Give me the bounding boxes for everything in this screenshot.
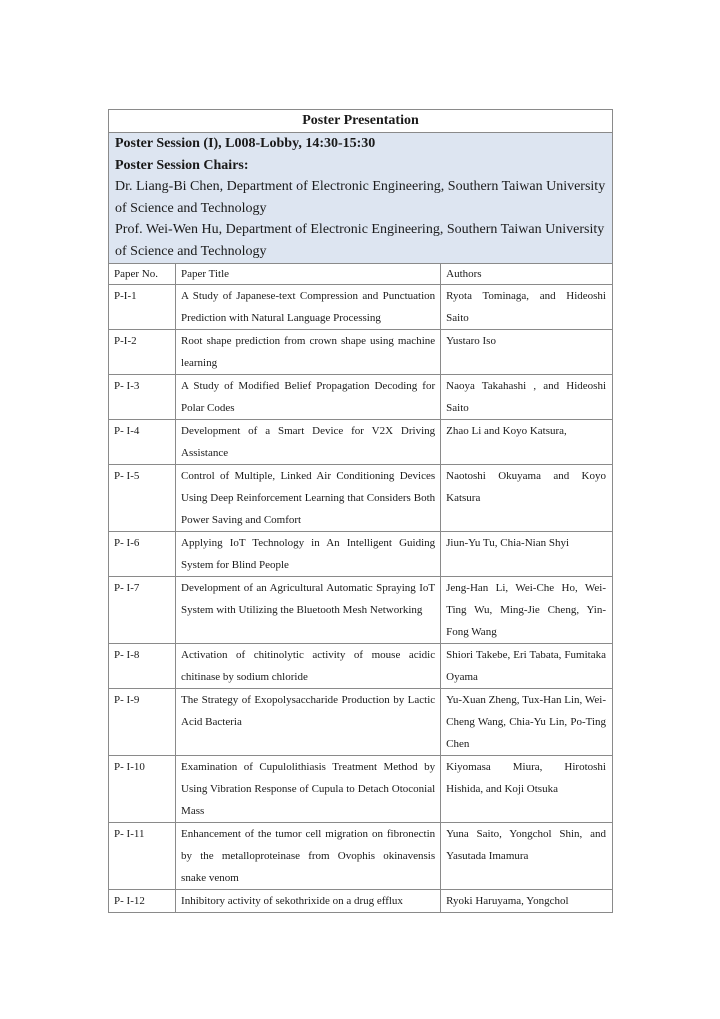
paper-title: Activation of chitinolytic activity of mouse acidic chitinase by sodium chloride (176, 643, 441, 688)
table-row (109, 822, 613, 889)
paper-title: A Study of Japanese-text Compression and Punctuation Prediction with Natural Language Processing (176, 284, 441, 329)
paper-authors: Shiori Takebe, Eri Tabata, Fumitaka Oyama (441, 643, 613, 688)
paper-no: P-I-1 (109, 284, 176, 329)
paper-no: P- I-12 (109, 889, 176, 912)
paper-authors: Jeng-Han Li, Wei-Che Ho, Wei-Ting Wu, Ming-Jie Cheng, Yin-Fong Wang (441, 576, 613, 643)
paper-authors: Ryota Tominaga, and Hideoshi Saito (441, 284, 613, 329)
title-row (109, 110, 613, 133)
paper-no: P- I-5 (109, 464, 176, 531)
paper-authors: Ryoki Haruyama, Yongchol (441, 889, 613, 912)
paper-authors: Zhao Li and Koyo Katsura, (441, 419, 613, 464)
header-authors: Authors (441, 263, 613, 284)
paper-no: P- I-7 (109, 576, 176, 643)
paper-no: P- I-11 (109, 822, 176, 889)
poster-schedule-table (108, 109, 613, 913)
paper-no: P-I-2 (109, 329, 176, 374)
schedule-body (109, 110, 613, 913)
table-row (109, 329, 613, 374)
table-row (109, 889, 613, 912)
table-row (109, 464, 613, 531)
paper-no: P- I-8 (109, 643, 176, 688)
paper-authors: Yuna Saito, Yongchol Shin, and Yasutada Imamura (441, 822, 613, 889)
table-row (109, 531, 613, 576)
session-info (109, 133, 613, 264)
paper-authors: Yustaro Iso (441, 329, 613, 374)
column-header-row (109, 263, 613, 284)
paper-title: Control of Multiple, Linked Air Conditioning Devices Using Deep Reinforcement Learning that Considers Both Power Saving and Comfort (176, 464, 441, 531)
paper-no: P- I-9 (109, 688, 176, 755)
table-row (109, 688, 613, 755)
paper-authors: Naoya Takahashi , and Hideoshi Saito (441, 374, 613, 419)
document-title: Poster Presentation (109, 110, 613, 133)
table-row (109, 284, 613, 329)
table-row (109, 374, 613, 419)
chair-2: Prof. Wei-Wen Hu, Department of Electronic Engineering, Southern Taiwan University of Science and Technology (115, 222, 605, 259)
paper-no: P- I-6 (109, 531, 176, 576)
paper-no: P- I-10 (109, 755, 176, 822)
paper-authors: Yu-Xuan Zheng, Tux-Han Lin, Wei-Cheng Wang, Chia-Yu Lin, Po-Ting Chen (441, 688, 613, 755)
paper-title: Inhibitory activity of sekothrixide on a drug efflux (176, 889, 441, 912)
paper-title: A Study of Modified Belief Propagation Decoding for Polar Codes (176, 374, 441, 419)
paper-title: Examination of Cupulolithiasis Treatment Method by Using Vibration Response of Cupula to Detach Otoconial Mass (176, 755, 441, 822)
chairs-label: Poster Session Chairs: (115, 157, 249, 173)
session-info-row (109, 133, 613, 264)
paper-authors: Kiyomasa Miura, Hirotoshi Hishida, and Koji Otsuka (441, 755, 613, 822)
paper-authors: Naotoshi Okuyama and Koyo Katsura (441, 464, 613, 531)
session-heading: Poster Session (I), L008-Lobby, 14:30-15:30 (115, 136, 376, 151)
paper-authors: Jiun-Yu Tu, Chia-Nian Shyi (441, 531, 613, 576)
header-paper-title: Paper Title (176, 263, 441, 284)
table-row (109, 576, 613, 643)
paper-title: Root shape prediction from crown shape using machine learning (176, 329, 441, 374)
paper-title: Development of a Smart Device for V2X Driving Assistance (176, 419, 441, 464)
paper-title: Development of an Agricultural Automatic Spraying IoT System with Utilizing the Bluetooth Mesh Networking (176, 576, 441, 643)
paper-title: The Strategy of Exopolysaccharide Production by Lactic Acid Bacteria (176, 688, 441, 755)
paper-title: Applying IoT Technology in An Intelligent Guiding System for Blind People (176, 531, 441, 576)
chair-1: Dr. Liang-Bi Chen, Department of Electronic Engineering, Southern Taiwan University of Science and Technology (115, 179, 606, 216)
header-paper-no: Paper No. (109, 263, 176, 284)
paper-no: P- I-3 (109, 374, 176, 419)
table-row (109, 755, 613, 822)
table-row (109, 419, 613, 464)
table-row (109, 643, 613, 688)
paper-no: P- I-4 (109, 419, 176, 464)
paper-title: Enhancement of the tumor cell migration on fibronectin by the metalloproteinase from Ovophis okinavensis snake venom (176, 822, 441, 889)
